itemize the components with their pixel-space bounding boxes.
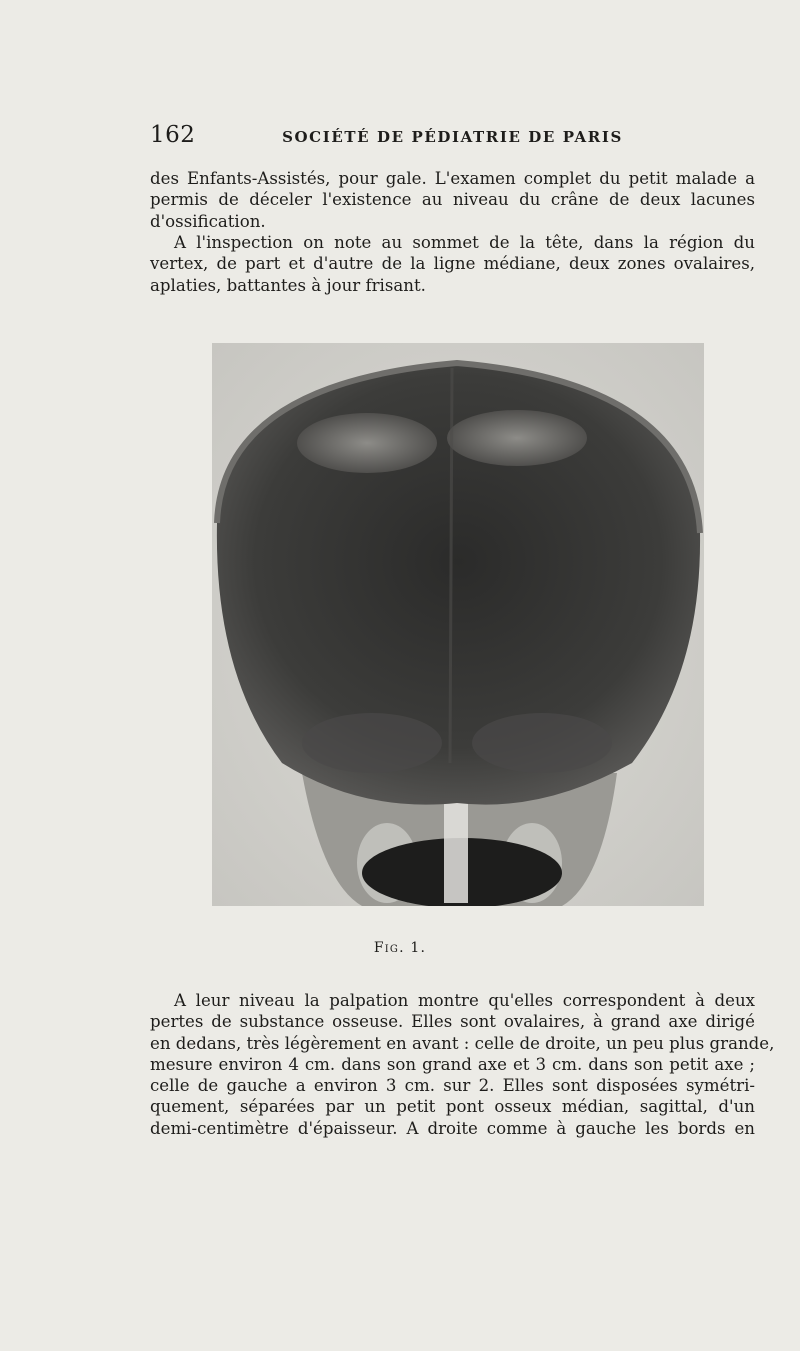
running-title: SOCIÉTÉ DE PÉDIATRIE DE PARIS: [282, 128, 623, 146]
text-line: quement, séparées par un petit pont osseux médian, sagittal, d'un: [150, 1097, 755, 1117]
skull-xray-image: [212, 343, 704, 906]
page-header: [150, 122, 755, 154]
figure-caption: Fig. 1.: [373, 940, 427, 956]
paragraph-2: [150, 232, 755, 296]
text-line: demi-centimètre d'épaisseur. A droite comme à gauche les bords en: [150, 1118, 755, 1138]
text-line: mesure environ 4 cm. dans son grand axe et 3 cm. dans son petit axe ;: [150, 1054, 755, 1074]
text-line: pertes de substance osseuse. Elles sont ovalaires, à grand axe dirigé: [150, 1012, 755, 1032]
text-line: d'ossification.: [150, 211, 266, 231]
skull-radiograph-figure: [212, 343, 704, 906]
text-line: celle de gauche a environ 3 cm. sur 2. Elles sont disposées symétri-: [150, 1076, 755, 1096]
text-line: aplaties, battantes à jour frisant.: [150, 275, 426, 295]
paragraph-3: [150, 990, 775, 1139]
text-line: A leur niveau la palpation montre qu'elles correspondent à deux: [174, 991, 755, 1010]
page-number: 162: [150, 122, 196, 148]
text-line: en dedans, très légèrement en avant : celle de droite, un peu plus grande,: [150, 1033, 775, 1053]
paragraph-1: [150, 168, 755, 232]
text-line: vertex, de part et d'autre de la ligne médiane, deux zones ovalaires,: [150, 254, 755, 274]
text-line: des Enfants-Assistés, pour gale. L'examen complet du petit malade a: [150, 169, 755, 188]
text-line: permis de déceler l'existence au niveau du crâne de deux lacunes: [150, 190, 755, 210]
text-line: A l'inspection on note au sommet de la tête, dans la région du: [174, 233, 755, 252]
